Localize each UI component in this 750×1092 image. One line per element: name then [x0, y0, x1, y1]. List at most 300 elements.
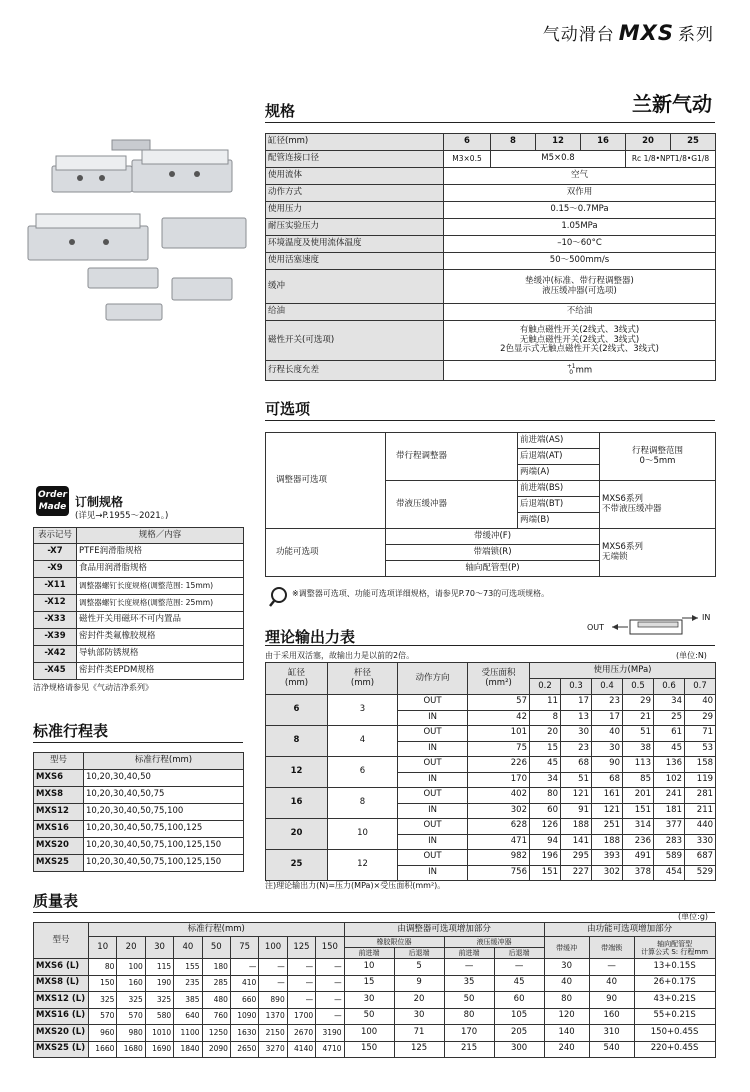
force-value: 236: [623, 834, 654, 850]
force-h-bore-unit: (mm): [284, 677, 309, 688]
spec-value: 液压缓冲器(可选项): [542, 285, 617, 296]
mass-value: 1090: [230, 1008, 258, 1025]
mass-model: MXS6 (L): [34, 959, 89, 976]
force-value: 454: [654, 865, 685, 881]
pressure: 0.7: [685, 679, 716, 695]
mass-table: [33, 922, 716, 1058]
force-value: 529: [685, 865, 716, 881]
mass-h-front: 前进端: [344, 948, 394, 959]
mass-adj-value: 300: [494, 1041, 544, 1058]
strokes-header: 标准行程(mm): [84, 753, 244, 770]
force-value: 15: [530, 741, 561, 757]
mass-h-lock: 带端锁: [589, 937, 634, 959]
force-value: 402: [468, 788, 530, 804]
mass-value: 1630: [230, 1025, 258, 1042]
mass-func-value: 150+0.45S: [634, 1025, 715, 1042]
mass-value: 100: [117, 959, 145, 976]
spec-value: 不给油: [444, 304, 716, 321]
product-photo: [22, 128, 254, 338]
force-value: 68: [592, 772, 623, 788]
out-label: OUT: [587, 623, 605, 632]
spec-value: 有触点磁性开关(2线式、3线式): [519, 324, 640, 335]
force-value: 170: [468, 772, 530, 788]
header-prefix: 气动滑台: [542, 25, 615, 45]
pressure: 0.2: [530, 679, 561, 695]
mass-adj-value: 45: [494, 975, 544, 992]
mass-adj-value: 20: [394, 992, 444, 1009]
force-value: 51: [623, 726, 654, 742]
force-value: 471: [468, 834, 530, 850]
stroke-model: MXS6: [34, 770, 84, 787]
option-note: 不带液压缓冲器: [602, 503, 662, 514]
force-value: 29: [623, 695, 654, 711]
spec-label: 使用流体: [266, 168, 444, 185]
mass-adj-value: 80: [444, 1008, 494, 1025]
force-value: 136: [654, 757, 685, 773]
mass-value: 570: [117, 1008, 145, 1025]
order-title: 订制规格: [75, 495, 124, 509]
specs-title: 规格: [265, 100, 715, 123]
magnifier-icon: [268, 586, 290, 608]
bore-20: 20: [626, 134, 671, 151]
slide-table-2: [132, 160, 232, 192]
mass-adj-value: 205: [494, 1025, 544, 1042]
force-bore: 20: [266, 819, 328, 850]
order-code: -X7: [34, 544, 77, 561]
force-value: 101: [468, 726, 530, 742]
slide-table-3: [28, 226, 148, 260]
mass-func-value: 160: [589, 1008, 634, 1025]
spec-value: 垫缓冲(标准、带行程调整器): [525, 275, 634, 286]
mass-value: 155: [174, 959, 202, 976]
stroke-adjuster: 带行程调整器: [386, 433, 518, 481]
force-value: 188: [592, 834, 623, 850]
force-value: 30: [592, 741, 623, 757]
force-value: 34: [530, 772, 561, 788]
force-h-area: 受压面积: [481, 667, 516, 678]
force-value: 42: [468, 710, 530, 726]
mass-h-model: 型号: [34, 923, 89, 959]
force-rod: 12: [328, 850, 398, 881]
force-value: 45: [654, 741, 685, 757]
force-value: 281: [685, 788, 716, 804]
force-dir-out: OUT: [398, 726, 468, 742]
mass-adj-value: 170: [444, 1025, 494, 1042]
mass-value: 580: [145, 1008, 173, 1025]
brand-name: 兰新气动: [632, 92, 712, 116]
force-value: 13: [561, 710, 592, 726]
force-value: 75: [468, 741, 530, 757]
mass-adj-value: 215: [444, 1041, 494, 1058]
mass-value: —: [316, 992, 344, 1009]
mass-value: 480: [202, 992, 230, 1009]
mass-func-value: 240: [544, 1041, 589, 1058]
force-value: 17: [561, 695, 592, 711]
mass-value: 660: [230, 992, 258, 1009]
order-header: 规格／内容: [77, 528, 244, 544]
mass-func-value: 13+0.15S: [634, 959, 715, 976]
mass-model: MXS12 (L): [34, 992, 89, 1009]
order-code: -X33: [34, 612, 77, 629]
mass-value: 640: [174, 1008, 202, 1025]
force-value: 188: [561, 819, 592, 835]
mass-stroke: 50: [202, 937, 230, 959]
spec-label: 磁性开关(可选项): [266, 321, 444, 361]
force-rod: 8: [328, 788, 398, 819]
mass-stroke: 150: [316, 937, 344, 959]
spec-label: 行程长度允差: [266, 361, 444, 381]
stroke-values: 10,20,30,40,50,75,100: [84, 804, 244, 821]
stroke-model: MXS8: [34, 787, 84, 804]
force-value: 23: [561, 741, 592, 757]
mass-value: 1370: [259, 1008, 287, 1025]
mass-adj-value: 50: [444, 992, 494, 1009]
mass-func-value: 120: [544, 1008, 589, 1025]
option-note: MXS6系列: [602, 493, 643, 504]
mass-func-value: 40: [589, 975, 634, 992]
order-desc: PTFE润滑脂规格: [77, 544, 244, 561]
mass-model: MXS25 (L): [34, 1041, 89, 1058]
spec-value: M3×0.5: [444, 151, 491, 168]
force-unit: (单位:N): [676, 651, 707, 660]
mass-value: 385: [174, 992, 202, 1009]
mass-adj-value: 9: [394, 975, 444, 992]
spec-label: 使用活塞速度: [266, 253, 444, 270]
force-h-area-unit: (mm²): [485, 677, 512, 688]
spec-value: 50～500mm/s: [444, 253, 716, 270]
force-dir-in: IN: [398, 772, 468, 788]
force-h-dir: 动作方向: [398, 663, 468, 695]
force-value: 80: [530, 788, 561, 804]
spec-value: Rc 1/8•NPT1/8•G1/8: [626, 151, 716, 168]
mass-value: —: [287, 959, 315, 976]
stroke-values: 10,20,30,40,50: [84, 770, 244, 787]
spec-label: 使用压力: [266, 202, 444, 219]
mass-value: 1690: [145, 1041, 173, 1058]
mass-value: 285: [202, 975, 230, 992]
force-value: 29: [685, 710, 716, 726]
mass-model: MXS8 (L): [34, 975, 89, 992]
spec-value: 无触点磁性开关(2线式、3线式): [519, 334, 640, 345]
force-value: 57: [468, 695, 530, 711]
force-value: 440: [685, 819, 716, 835]
mass-stroke: 125: [287, 937, 315, 959]
strokes-title: 标准行程表: [33, 720, 243, 743]
mass-value: 3190: [316, 1025, 344, 1042]
mass-value: —: [287, 975, 315, 992]
force-value: 756: [468, 865, 530, 881]
mass-func-value: 30: [544, 959, 589, 976]
adjuster-options: 调整器可选项: [266, 433, 386, 529]
slide-table-6: [172, 278, 232, 300]
mass-adj-value: 15: [344, 975, 394, 992]
order-desc: 食品用润滑脂规格: [77, 561, 244, 578]
order-code: -X39: [34, 629, 77, 646]
mass-value: 2670: [287, 1025, 315, 1042]
force-value: 181: [654, 803, 685, 819]
slide-table-1-stopper: [112, 140, 150, 150]
force-dir-in: IN: [398, 803, 468, 819]
force-value: 151: [530, 865, 561, 881]
slide-table-1-top: [56, 156, 126, 170]
stroke-model: MXS20: [34, 838, 84, 855]
header-suffix: 系列: [678, 25, 714, 45]
force-value: 53: [685, 741, 716, 757]
bore-6: 6: [444, 134, 491, 151]
mass-stroke: 40: [174, 937, 202, 959]
mass-h-back: 后退端: [394, 948, 444, 959]
force-value: 121: [561, 788, 592, 804]
header-model: MXS: [618, 21, 674, 45]
mass-value: 325: [145, 992, 173, 1009]
force-dir-in: IN: [398, 710, 468, 726]
mass-h-stop: 橡胶限位器: [344, 937, 444, 948]
in-label: IN: [702, 613, 711, 622]
mass-value: 1660: [89, 1041, 117, 1058]
pressure: 0.5: [623, 679, 654, 695]
force-value: 211: [685, 803, 716, 819]
force-value: 161: [592, 788, 623, 804]
screw-hole: [169, 171, 175, 177]
mass-value: 960: [89, 1025, 117, 1042]
spec-value: 2色显示式无触点磁性开关(2线式、3线式): [500, 344, 659, 355]
tol-plus: +1: [566, 363, 576, 371]
force-dir-out: OUT: [398, 757, 468, 773]
mass-adj-value: 5: [394, 959, 444, 976]
force-value: 119: [685, 772, 716, 788]
spec-label: 缓冲: [266, 270, 444, 304]
strokes-table: [33, 752, 244, 872]
order-table: [33, 527, 244, 680]
option-code: 前进端(AS): [518, 433, 600, 449]
slide-table-2-top: [142, 150, 228, 164]
mass-value: —: [287, 992, 315, 1009]
force-value: 68: [561, 757, 592, 773]
force-bore: 8: [266, 726, 328, 757]
option-code: 带端锁(R): [386, 545, 600, 561]
mass-adj-value: 105: [494, 1008, 544, 1025]
force-value: 126: [530, 819, 561, 835]
out-arrow-head: [612, 624, 618, 630]
mass-adj-value: 125: [394, 1041, 444, 1058]
force-bore: 16: [266, 788, 328, 819]
force-value: 60: [530, 803, 561, 819]
force-value: 40: [685, 695, 716, 711]
specs-bore-label: 缸径(mm): [266, 134, 444, 151]
mass-value: 760: [202, 1008, 230, 1025]
force-value: 141: [561, 834, 592, 850]
spec-value: 1.05MPa: [444, 219, 716, 236]
order-desc: 密封件类氟橡胶规格: [77, 629, 244, 646]
force-value: 94: [530, 834, 561, 850]
strokes-header: 型号: [34, 753, 84, 770]
series-header: [543, 20, 714, 45]
order-subtitle: (详见→P.1955～2021。): [75, 511, 169, 521]
mass-value: 4140: [287, 1041, 315, 1058]
mass-value: 1100: [174, 1025, 202, 1042]
mass-value: —: [316, 975, 344, 992]
mass-stroke: 20: [117, 937, 145, 959]
screw-hole: [77, 175, 83, 181]
force-value: 38: [623, 741, 654, 757]
mass-value: 2150: [259, 1025, 287, 1042]
stroke-model: MXS16: [34, 821, 84, 838]
force-value: 20: [530, 726, 561, 742]
slide-table-5: [88, 268, 158, 288]
force-value: 25: [654, 710, 685, 726]
force-rod: 4: [328, 726, 398, 757]
force-value: 30: [561, 726, 592, 742]
force-h-rod-unit: (mm): [350, 677, 375, 688]
bore-12: 12: [536, 134, 581, 151]
bore-8: 8: [491, 134, 536, 151]
cylinder-diagram: [610, 612, 700, 642]
shock-absorber: 带液压缓冲器: [386, 481, 518, 529]
order-code: -X42: [34, 646, 77, 663]
force-value: 158: [685, 757, 716, 773]
force-value: 302: [592, 865, 623, 881]
force-rod: 10: [328, 819, 398, 850]
force-dir-out: OUT: [398, 819, 468, 835]
option-code: 后退端(AT): [518, 449, 600, 465]
screw-hole: [103, 239, 109, 245]
mass-adj-value: 71: [394, 1025, 444, 1042]
option-code: 两端(A): [518, 465, 600, 481]
options-note: ※调整器可选项、功能可选项详细规格，请参见P.70～73的可选项规格。: [292, 589, 550, 598]
force-desc: 由于采用双活塞，故输出力是以前的2倍。: [265, 651, 415, 660]
mass-value: —: [259, 959, 287, 976]
force-value: 687: [685, 850, 716, 866]
force-h-press: 使用压力(MPa): [530, 663, 716, 679]
mass-value: 570: [89, 1008, 117, 1025]
mass-adj-value: 10: [344, 959, 394, 976]
mass-h-adj: 由调整器可选项增加部分: [344, 923, 544, 937]
order-header: 表示记号: [34, 528, 77, 544]
options-title: 可选项: [265, 398, 715, 421]
mass-value: 325: [89, 992, 117, 1009]
order-desc: 调整器螺钉长度规格(调整范围: 25mm): [77, 595, 244, 612]
function-options: 功能可选项: [266, 529, 386, 577]
mass-value: 235: [174, 975, 202, 992]
mass-func-value: 26+0.17S: [634, 975, 715, 992]
mass-stroke: 75: [230, 937, 258, 959]
force-value: 226: [468, 757, 530, 773]
pressure: 0.6: [654, 679, 685, 695]
force-dir-out: OUT: [398, 788, 468, 804]
force-value: 377: [654, 819, 685, 835]
mass-value: 980: [117, 1025, 145, 1042]
spec-label: 环境温度及使用流体温度: [266, 236, 444, 253]
mass-value: —: [316, 1008, 344, 1025]
option-note: 无端锁: [602, 551, 628, 562]
force-bore: 25: [266, 850, 328, 881]
force-rod: 3: [328, 695, 398, 726]
mass-stroke: 100: [259, 937, 287, 959]
mass-value: 1700: [287, 1008, 315, 1025]
spec-label: 配管连接口径: [266, 151, 444, 168]
pressure: 0.4: [592, 679, 623, 695]
force-value: 378: [623, 865, 654, 881]
mass-value: 150: [89, 975, 117, 992]
mass-func-value: 90: [589, 992, 634, 1009]
force-value: 23: [592, 695, 623, 711]
force-value: 21: [623, 710, 654, 726]
mass-value: 2650: [230, 1041, 258, 1058]
order-desc: 导轨部防锈规格: [77, 646, 244, 663]
mass-value: 1250: [202, 1025, 230, 1042]
force-value: 491: [623, 850, 654, 866]
order-code: -X12: [34, 595, 77, 612]
spec-value: M5×0.8: [491, 151, 626, 168]
force-value: 283: [654, 834, 685, 850]
mass-value: 1840: [174, 1041, 202, 1058]
pressure: 0.3: [561, 679, 592, 695]
cylinder-rod: [638, 622, 678, 627]
mass-func-value: 310: [589, 1025, 634, 1042]
mass-stroke: 30: [145, 937, 173, 959]
force-rod: 6: [328, 757, 398, 788]
mass-adj-value: 35: [444, 975, 494, 992]
mass-rows: [34, 959, 716, 1058]
option-code: 轴向配管型(P): [386, 561, 600, 577]
spec-value: 双作用: [444, 185, 716, 202]
force-value: 982: [468, 850, 530, 866]
mass-func-value: —: [589, 959, 634, 976]
spec-value: 0.15～0.7MPa: [444, 202, 716, 219]
force-value: 302: [468, 803, 530, 819]
mass-adj-value: 60: [494, 992, 544, 1009]
force-value: 151: [623, 803, 654, 819]
force-value: 61: [654, 726, 685, 742]
force-note: 注)理论输出力(N)=压力(MPa)×受压面积(mm²)。: [265, 881, 446, 890]
mass-value: —: [230, 959, 258, 976]
mass-adj-value: 100: [344, 1025, 394, 1042]
slide-table-4: [162, 218, 246, 248]
order-desc: 密封件类EPDM规格: [77, 663, 244, 680]
force-h-rod: 杆径: [353, 667, 371, 678]
mass-value: 1010: [145, 1025, 173, 1042]
order-made-badge: [36, 486, 69, 516]
mass-func-value: 220+0.45S: [634, 1041, 715, 1058]
mass-value: 2090: [202, 1041, 230, 1058]
option-note: 行程调整范围: [631, 445, 683, 456]
mass-value: 115: [145, 959, 173, 976]
mass-adj-value: 30: [344, 992, 394, 1009]
mass-adj-value: 30: [394, 1008, 444, 1025]
slide-table-3-top: [36, 214, 140, 228]
force-value: 17: [592, 710, 623, 726]
tol-unit: mm: [575, 365, 593, 376]
order-made-word: Order: [37, 490, 68, 500]
mass-model: MXS20 (L): [34, 1025, 89, 1042]
mass-func-value: 80: [544, 992, 589, 1009]
in-arrow-head: [692, 615, 698, 621]
mass-h-back: 后退端: [494, 948, 544, 959]
mass-value: 410: [230, 975, 258, 992]
option-note: MXS6系列: [602, 541, 643, 552]
option-code: 两端(B): [518, 513, 600, 529]
mass-func-value: 43+0.21S: [634, 992, 715, 1009]
spec-value: 空气: [444, 168, 716, 185]
force-value: 102: [654, 772, 685, 788]
mass-h-cush: 带缓冲: [544, 937, 589, 959]
order-code: -X9: [34, 561, 77, 578]
mass-value: 3270: [259, 1041, 287, 1058]
order-made-word: Made: [38, 502, 67, 512]
order-code: -X45: [34, 663, 77, 680]
screw-hole: [99, 175, 105, 181]
mass-value: 80: [89, 959, 117, 976]
